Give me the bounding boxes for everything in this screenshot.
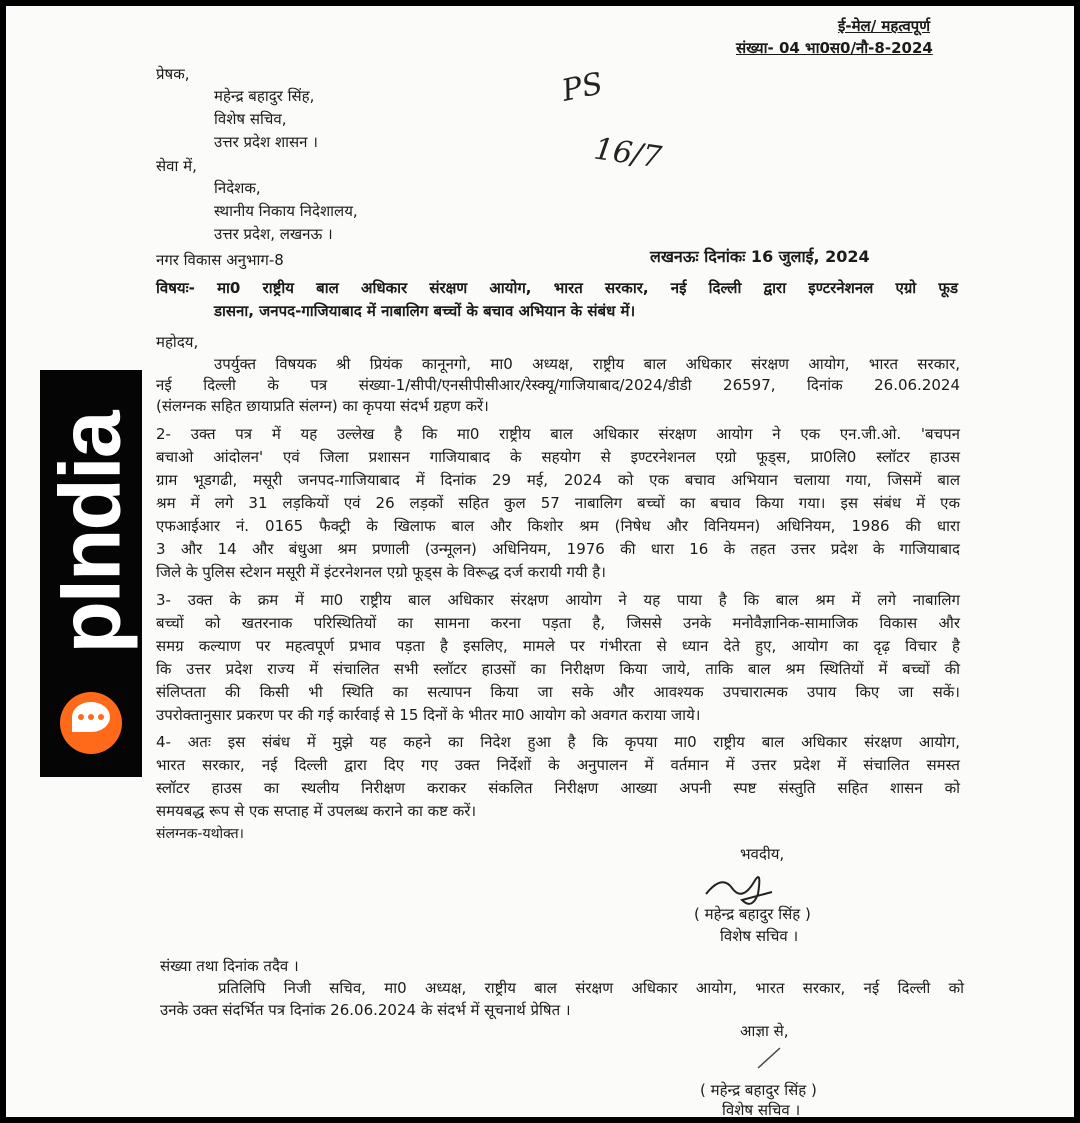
handwritten-mark-date: 16/7 bbox=[591, 131, 664, 176]
sender-designation: विशेष सचिव, bbox=[214, 110, 287, 128]
recipient-designation: निदेशक, bbox=[214, 179, 261, 197]
paragraph-2-line: जिले के पुलिस स्टेशन मसूरी में इंटरनेशनल एग्रो फूड्स के विरूद्ध दर्ज करायी गयी है। bbox=[156, 563, 606, 581]
handwritten-mark-ps: PS bbox=[558, 66, 606, 109]
subject-line-1: विषयः- मा0 राष्ट्रीय बाल अधिकार संरक्षण आयोग, भारत सरकार, नई दिल्ली द्वारा इण्टरनेशनल एग्रो फूड bbox=[156, 279, 958, 297]
paragraph-4-line: स्लॉटर हाउस का स्थलीय निरीक्षण कराकर संकलित निरीक्षण आख्या अपनी स्पष्ट संस्तुति सहित शासन को bbox=[156, 779, 960, 797]
paragraph-3-line: संलिप्तता की किसी भी स्थिति का सत्यापन किया जा सके और आवश्यक उपचारात्मक उपाय किए जा सकें। bbox=[156, 683, 960, 701]
copy-line: प्रतिलिपि निजी सचिव, मा0 अध्यक्ष, राष्ट्रीय बाल संरक्षण अधिकार आयोग, भारत सरकार, नई दिल्ली को bbox=[218, 979, 964, 997]
copy-reference-line: संख्या तथा दिनांक तदैव । bbox=[160, 957, 299, 975]
paragraph-2-line: 3 और 14 और बंधुआ श्रम प्रणाली (उन्मूलन) अधिनियम, 1976 की धारा 16 के तहत उत्तर प्रदेश के गाजियाबाद bbox=[156, 540, 960, 558]
letter-page bbox=[6, 6, 1074, 1117]
paragraph-3-line: कि उत्तर प्रदेश राज्य में संचालित सभी स्लॉटर हाउसों का निरीक्षण किया जाये, ताकि बाल श्रम स्थितियों में बच्चों की bbox=[156, 660, 960, 678]
copy-signatory-designation: विशेष सचिव । bbox=[722, 1101, 801, 1117]
paragraph-3-line: उपरोक्तानुसार प्रकरण पर की गई कार्रवाई से 15 दिनों के भीतर मा0 आयोग को अवगत कराया जाये। bbox=[156, 706, 701, 724]
chat-bubble-icon bbox=[60, 692, 122, 754]
recipient-place: उत्तर प्रदेश, लखनऊ । bbox=[214, 225, 333, 243]
reference-number: संख्या- 04 भा0स0/नौ-8-2024 bbox=[736, 39, 933, 57]
paragraph-3-line: समग्र कल्याण पर महत्वपूर्ण प्रभाव पड़ता है इसलिए, मामले पर गंभीरता से ध्यान देते हुए, आयोग का दृढ़ विचार है bbox=[156, 637, 960, 655]
opindia-logo bbox=[40, 370, 142, 777]
sender-name: महेन्द्र बहादुर सिंह, bbox=[214, 87, 315, 105]
paragraph-1-line: उपर्युक्त विषयक श्री प्रियंक कानूनगो, मा0 अध्यक्ष, राष्ट्रीय बाल अधिकार संरक्षण आयोग, भारत सरकार, bbox=[214, 355, 960, 373]
section-name: नगर विकास अनुभाग-8 bbox=[156, 251, 284, 269]
paragraph-1-line: (संलग्नक सहित छायाप्रति संलग्न) का कृपया संदर्भ ग्रहण करें। bbox=[156, 397, 489, 415]
closing-word: भवदीय, bbox=[740, 845, 785, 863]
recipient-label: सेवा में, bbox=[156, 157, 197, 175]
bubble-dots-icon bbox=[78, 714, 104, 720]
recipient-office: स्थानीय निकाय निदेशालय, bbox=[214, 202, 358, 220]
paragraph-2-line: 2- उक्त पत्र में यह उल्लेख है कि मा0 राष्ट्रीय बाल अधिकार संरक्षण आयोग ने एक एन.जी.ओ. 'बचपन bbox=[156, 425, 960, 443]
paragraph-1-line: नई दिल्ली के पत्र संख्या-1/सीपी/एनसीपीसीआर/रेस्क्यू/गाजियाबाद/2024/डीडी 26597, दिनांक 26.06.2024 bbox=[156, 376, 960, 394]
sender-office: उत्तर प्रदेश शासन । bbox=[214, 133, 318, 151]
signatory-name: ( महेन्द्र बहादुर सिंह ) bbox=[694, 905, 811, 923]
paragraph-2-line: बचाओ आंदोलन' एवं जिला प्रशासन गाजियाबाद के सहयोग से इण्टरनेशनल एग्रो फूड्स, प्रा0लि0 स्लॉटर हाउस bbox=[156, 448, 960, 466]
date-line: लखनऊः दिनांकः 16 जुलाई, 2024 bbox=[650, 247, 870, 266]
paragraph-2-line: ग्राम भूडगढी, मसूरी जनपद-गाजियाबाद में दिनांक 29 मई, 2024 को एक बचाव अभियान चलाया गया, जिसमें बाल bbox=[156, 471, 960, 489]
sender-label: प्रेषक, bbox=[156, 65, 190, 83]
copy-signature-mark bbox=[754, 1042, 784, 1072]
paragraph-4-line: समयबद्ध रूप से एक सप्ताह में उपलब्ध कराने का कष्ट करें। bbox=[156, 802, 477, 820]
copy-line: उनके उक्त संदर्भित पत्र दिनांक 26.06.2024 के संदर्भ में सूचनार्थ प्रेषित । bbox=[160, 1001, 571, 1019]
copy-closing: आज्ञा से, bbox=[740, 1022, 789, 1040]
paragraph-4-line: भारत सरकार, नई दिल्ली द्वारा दिए गए उक्त निर्देशों के अनुपालन में वर्तमान में उत्तर प्रदेश में संचालित समस्त bbox=[156, 756, 960, 774]
paragraph-4-line: 4- अतः इस संबंध में मुझे यह कहने का निदेश हुआ है कि कृपया मा0 राष्ट्रीय बाल अधिकार संरक्षण आयोग, bbox=[156, 733, 960, 751]
bubble-shape bbox=[72, 702, 110, 732]
logo-text: pIndia bbox=[42, 412, 139, 654]
subject-line-2: डासना, जनपद-गाजियाबाद में नाबालिग बच्चों के बचाव अभियान के संबंध में। bbox=[214, 302, 636, 320]
enclosure-note: संलग्नक-यथोक्त। bbox=[156, 826, 244, 842]
paragraph-3-line: 3- उक्त के क्रम में मा0 राष्ट्रीय बाल अधिकार संरक्षण आयोग ने यह पाया है कि बाल श्रम में लगे नाबालिग bbox=[156, 591, 960, 609]
copy-signatory-name: ( महेन्द्र बहादुर सिंह ) bbox=[700, 1081, 817, 1099]
signatory-designation: विशेष सचिव । bbox=[720, 927, 799, 945]
paragraph-2-line: एफआईआर नं. 0165 फैक्ट्री के खिलाफ बाल और किशोर श्रम (निषेध और विनियमन) अधिनियम, 1986 की धारा bbox=[156, 517, 960, 535]
salutation: महोदय, bbox=[156, 333, 199, 351]
email-important-label: ई-मेल/ महत्वपूर्ण bbox=[838, 17, 931, 35]
paragraph-2-line: श्रम में लगे 31 लड़कियों एवं 26 लड़कों सहित कुल 57 नाबालिग बच्चों का बचाव किया गया। इस संबंध में एक bbox=[156, 494, 960, 512]
paragraph-3-line: बच्चों को खतरनाक परिस्थितियों का सामना करना पड़ता है, जिससे उनके मनोवैज्ञानिक-सामाजिक विकास और bbox=[156, 614, 960, 632]
